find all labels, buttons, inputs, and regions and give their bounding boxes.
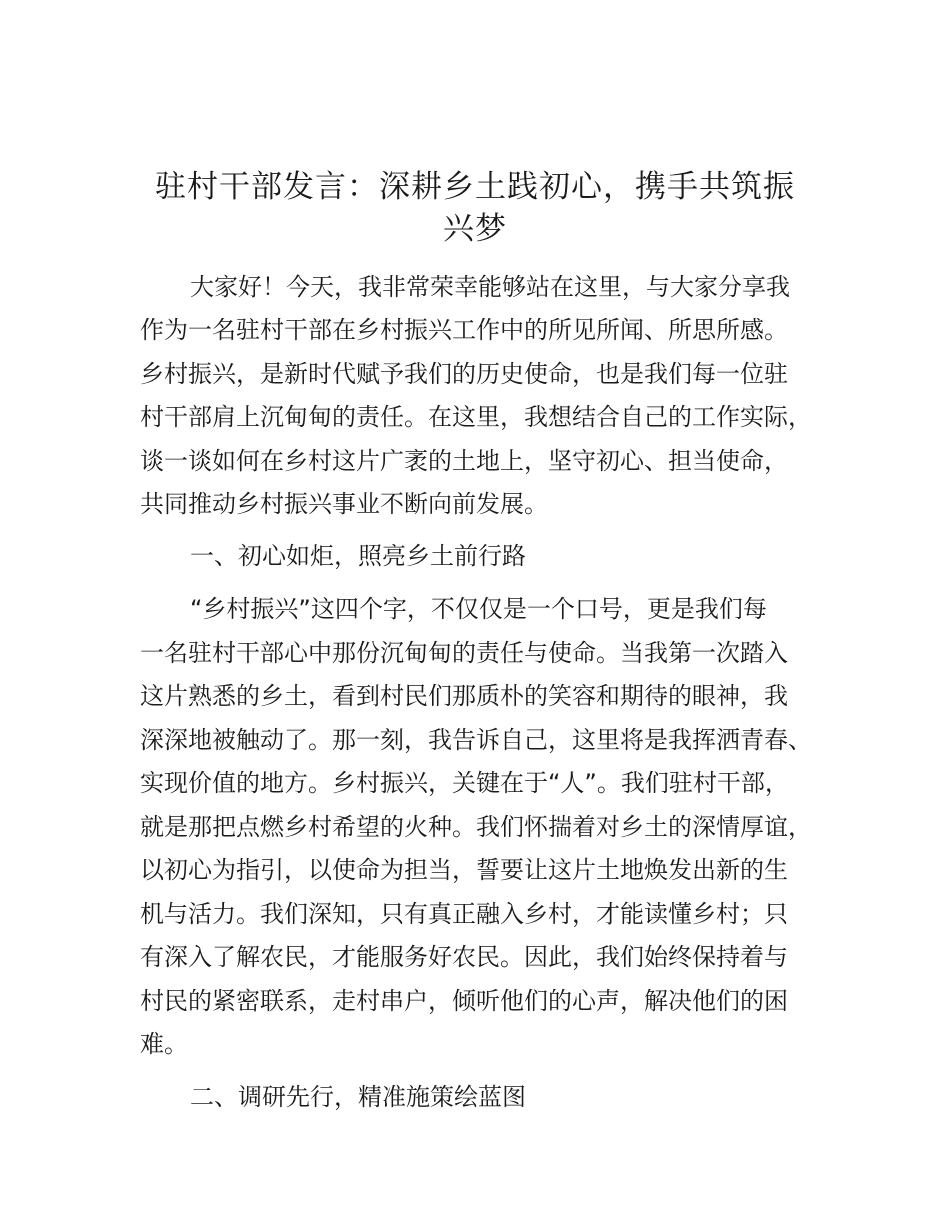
document-title — [120, 166, 830, 250]
paragraph-line: 共同推动乡村振兴事业不断向前发展。 — [140, 490, 548, 518]
section-heading-2: 二、调研先行，精准施策绘蓝图 — [190, 1083, 526, 1111]
paragraph-line: 大家好！今天，我非常荣幸能够站在这里，与大家分享我 — [190, 273, 790, 301]
paragraph-line: 乡村振兴，是新时代赋予我们的历史使命，也是我们每一位驻 — [140, 360, 788, 388]
paragraph-line: 这片熟悉的乡土，看到村民们那质朴的笑容和期待的眼神，我 — [140, 682, 788, 710]
title-line-2: 兴梦 — [443, 211, 507, 247]
paragraph-line: 作为一名驻村干部在乡村振兴工作中的所见所闻、所思所感。 — [140, 316, 788, 344]
section-heading-1: 一、初心如炬，照亮乡土前行路 — [190, 542, 526, 570]
title-line-1: 驻村干部发言：深耕乡土践初心，携手共筑振 — [155, 169, 795, 205]
paragraph-line: 就是那把点燃乡村希望的火种。我们怀揣着对乡土的深情厚谊， — [140, 813, 812, 841]
paragraph-line: 有深入了解农民，才能服务好农民。因此，我们始终保持着与 — [140, 943, 788, 971]
paragraph-line: 村干部肩上沉甸甸的责任。在这里，我想结合自己的工作实际， — [140, 403, 812, 431]
paragraph-line: 机与活力。我们深知，只有真正融入乡村，才能读懂乡村；只 — [140, 900, 788, 928]
paragraph-line: 以初心为指引，以使命为担当，誓要让这片土地焕发出新的生 — [140, 856, 788, 884]
paragraph-line: 村民的紧密联系，走村串户，倾听他们的心声，解决他们的困 — [140, 987, 788, 1015]
paragraph-line: 谈一谈如何在乡村这片广袤的土地上，坚守初心、担当使命， — [140, 447, 788, 475]
paragraph-line: 实现价值的地方。乡村振兴，关键在于“人”。我们驻村干部， — [140, 769, 789, 797]
paragraph-line: “乡村振兴”这四个字，不仅仅是一个口号，更是我们每 — [190, 595, 767, 623]
paragraph-line: 一名驻村干部心中那份沉甸甸的责任与使命。当我第一次踏入 — [140, 639, 788, 667]
paragraph-line: 难。 — [140, 1030, 188, 1058]
paragraph-line: 深深地被触动了。那一刻，我告诉自己，这里将是我挥洒青春、 — [140, 726, 812, 754]
